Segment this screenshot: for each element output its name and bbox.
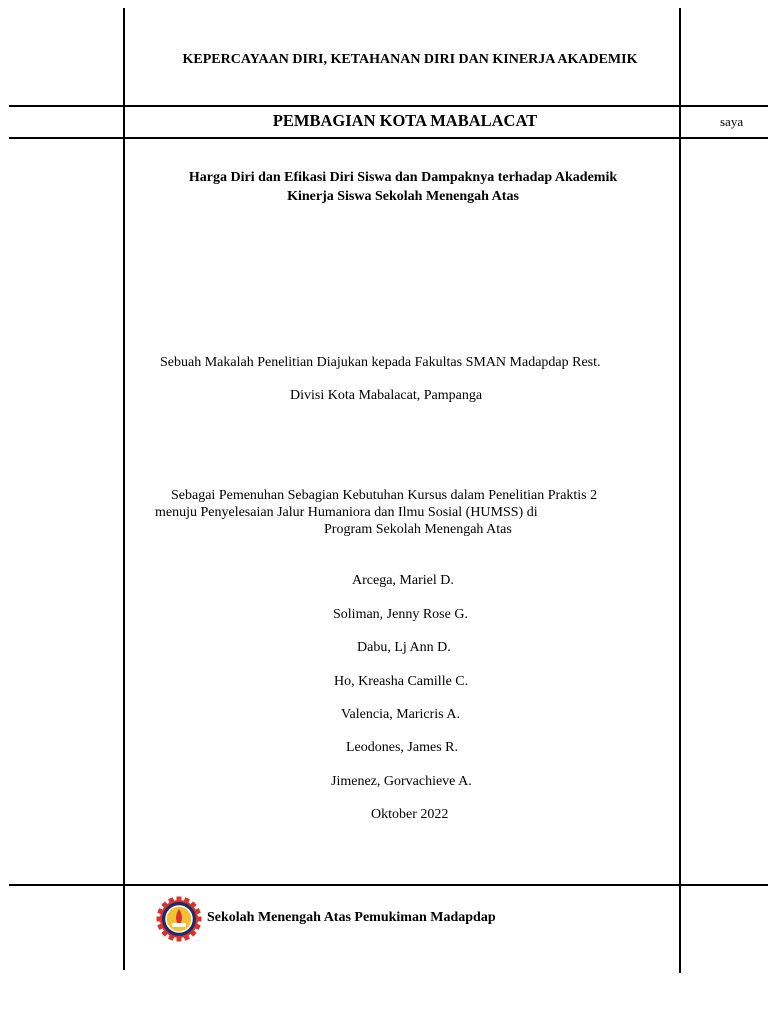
author-1: Arcega, Mariel D. — [352, 573, 454, 588]
fulfillment-line-2: menuju Penyelesaian Jalur Humaniora dan Ilmu Sosial (HUMSS) di — [155, 505, 538, 520]
submission-line-1: Sebuah Makalah Penelitian Diajukan kepada Fakultas SMAN Madapdap Rest. — [160, 355, 601, 370]
fulfillment-line-1: Sebagai Pemenuhan Sebagian Kebutuhan Kursus dalam Penelitian Praktis 2 — [171, 488, 598, 503]
author-7: Jimenez, Gorvachieve A. — [331, 774, 472, 789]
author-4: Ho, Kreasha Camille C. — [334, 674, 469, 689]
division-heading: PEMBAGIAN KOTA MABALACAT — [272, 111, 538, 130]
submission-date: Oktober 2022 — [371, 807, 449, 822]
author-3: Dabu, Lj Ann D. — [357, 640, 451, 655]
fulfillment-line-3: Program Sekolah Menengah Atas — [324, 522, 512, 537]
school-name: Sekolah Menengah Atas Pemukiman Madapdap — [207, 910, 496, 925]
author-6: Leodones, James R. — [346, 740, 458, 755]
author-2: Soliman, Jenny Rose G. — [333, 607, 468, 622]
thesis-title-line-1: Harga Diri dan Efikasi Diri Siswa dan Dampaknya terhadap Akademik — [188, 170, 618, 185]
submission-line-2: Divisi Kota Mabalacat, Pampanga — [290, 388, 483, 403]
author-5: Valencia, Maricris A. — [341, 707, 460, 722]
document-running-title: KEPERCAYAAN DIRI, KETAHANAN DIRI DAN KINERJA AKADEMIK — [182, 52, 638, 67]
header-top-rule — [9, 105, 768, 107]
footer-top-rule — [9, 884, 768, 886]
right-border-line — [679, 8, 681, 973]
left-border-line — [123, 8, 125, 970]
side-note: saya — [720, 114, 744, 129]
thesis-title-line-2: Kinerja Siswa Sekolah Menengah Atas — [287, 189, 519, 204]
school-seal-icon — [156, 896, 202, 942]
header-bottom-rule — [9, 137, 768, 139]
